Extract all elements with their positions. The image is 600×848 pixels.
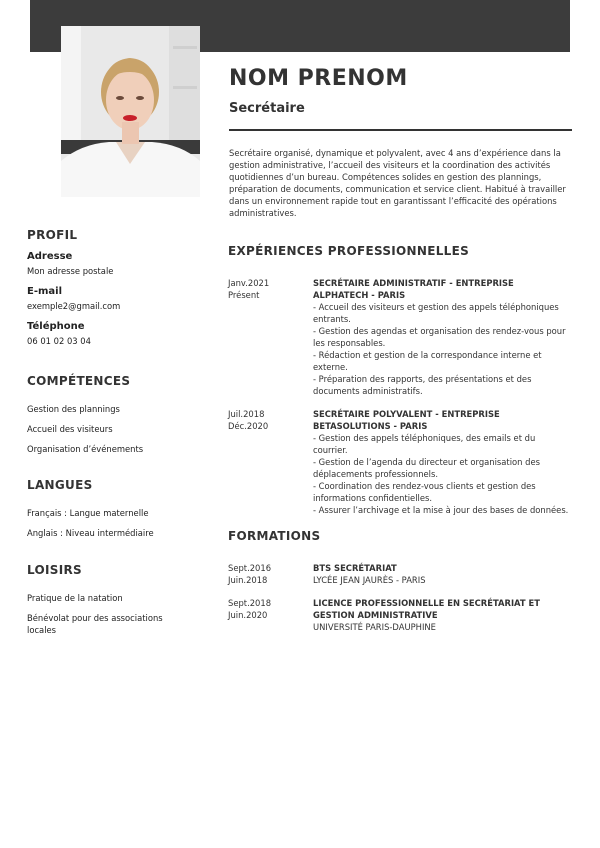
education-entry [313, 597, 571, 633]
experience-bullet: - Gestion des appels téléphoniques, des emails et du courrier. [313, 433, 536, 455]
date-end: Déc.2020 [228, 421, 269, 431]
experience-bullet: - Assurer l’archivage et la mise à jour des bases de données. [313, 505, 569, 515]
education-dates [228, 597, 308, 621]
hobby-item: Pratique de la natation [27, 593, 123, 603]
email-label: E-mail [27, 286, 63, 297]
experience-bullet: - Préparation des rapports, des présentations et des documents administratifs. [313, 374, 532, 396]
title-divider [229, 129, 572, 131]
education-school: UNIVERSITÉ PARIS-DAUPHINE [313, 622, 436, 632]
education-entry [313, 562, 571, 586]
date-start: Sept.2018 [228, 598, 272, 608]
education-heading: FORMATIONS [228, 529, 321, 543]
date-start: Janv.2021 [228, 278, 270, 288]
experience-dates [228, 408, 308, 432]
experience-title: SECRÉTAIRE POLYVALENT - ENTREPRISE BETASOLUTIONS - PARIS [313, 409, 500, 431]
date-end: Juin.2018 [228, 575, 268, 585]
candidate-name: NOM PRENOM [229, 66, 408, 91]
experience-bullet: - Coordination des rendez-vous clients et gestion des informations confidentielles. [313, 481, 536, 503]
experience-entry [313, 277, 571, 397]
language-item: Français : Langue maternelle [27, 508, 149, 518]
skill-item: Gestion des plannings [27, 404, 120, 414]
languages-heading: LANGUES [27, 478, 93, 492]
job-title: Secrétaire [229, 101, 305, 116]
hobbies-heading: LOISIRS [27, 563, 82, 577]
skills-heading: COMPÉTENCES [27, 374, 131, 388]
hobby-item: Bénévolat pour des associations locales [27, 613, 163, 635]
skill-item: Accueil des visiteurs [27, 424, 113, 434]
experience-bullet: - Rédaction et gestion de la correspondance interne et externe. [313, 350, 542, 372]
profile-heading: PROFIL [27, 228, 78, 242]
experience-bullet: - Gestion des agendas et organisation des rendez-vous pour les responsables. [313, 326, 566, 348]
language-item: Anglais : Niveau intermédiaire [27, 528, 154, 538]
education-school: LYCÉE JEAN JAURÈS - PARIS [313, 575, 426, 585]
date-end: Présent [228, 290, 260, 300]
experience-bullet: - Gestion de l’agenda du directeur et organisation des déplacements professionnels. [313, 457, 540, 479]
experience-dates [228, 277, 308, 301]
date-start: Sept.2016 [228, 563, 272, 573]
email-value: exemple2@gmail.com [27, 301, 121, 311]
profile-photo [61, 26, 200, 197]
experience-title: SECRÉTAIRE ADMINISTRATIF - ENTREPRISE ALPHATECH - PARIS [313, 278, 514, 300]
address-value: Mon adresse postale [27, 266, 114, 276]
date-start: Juil.2018 [228, 409, 265, 419]
education-title: LICENCE PROFESSIONNELLE EN SECRÉTARIAT ET GESTION ADMINISTRATIVE [313, 598, 540, 620]
experience-bullet: - Accueil des visiteurs et gestion des appels téléphoniques entrants. [313, 302, 559, 324]
experience-heading: EXPÉRIENCES PROFESSIONNELLES [228, 244, 470, 258]
profile-summary: Secrétaire organisé, dynamique et polyvalent, avec 4 ans d’expérience dans la gestion administrative, l’accueil des visiteurs et la coordination des activités quotidiennes d’un bureau. Compétences solides en gestion des plannings, préparation de documents, communication et service client. Habitué à travailler dans un environnement rapide tout en garantissant l’efficacité des opérations administratives. [229, 148, 566, 218]
date-end: Juin.2020 [228, 610, 268, 620]
address-label: Adresse [27, 251, 73, 262]
education-dates [228, 562, 308, 586]
phone-label: Téléphone [27, 321, 85, 332]
phone-value: 06 01 02 03 04 [27, 336, 91, 346]
skill-item: Organisation d’événements [27, 444, 144, 454]
experience-entry [313, 408, 571, 516]
education-title: BTS SECRÉTARIAT [313, 563, 397, 573]
